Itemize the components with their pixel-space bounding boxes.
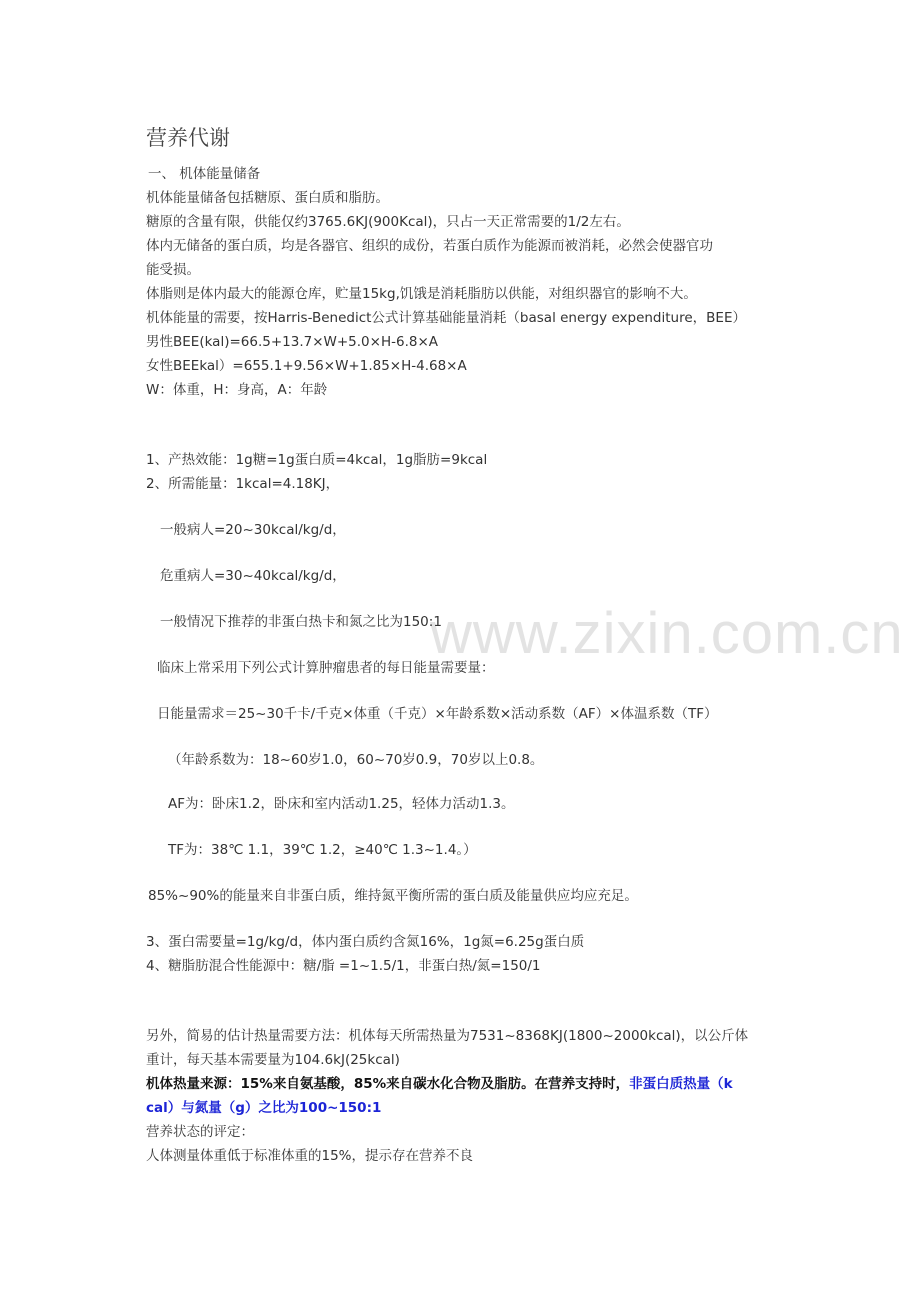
paragraph-line: 人体测量体重低于标准体重的15%，提示存在营养不良 [146,1148,474,1164]
indented-line: 一般病人=20~30kcal/kg/d， [160,522,346,538]
paragraph-line: 另外，简易的估计热量需要方法：机体每天所需热量为7531~8368KJ(1800~2000kcal)，以公斤体 [146,1028,749,1044]
highlight-text: 非蛋白质热量（k [629,1076,733,1092]
paragraph-line: 营养状态的评定： [146,1124,254,1140]
numbered-item: 4、糖脂肪混合性能源中：糖/脂 =1~1.5/1，非蛋白热/氮=150/1 [146,958,541,974]
formula-line: 女性BEEkal）=655.1+9.56×W+1.85×H-4.68×A [146,358,467,374]
indented-line: TF为：38℃ 1.1，39℃ 1.2，≥40℃ 1.3~1.4。） [168,842,477,858]
highlight-text: cal）与氮量（g）之比为100~150:1 [146,1100,382,1116]
paragraph-line: 机体能量的需要，按Harris-Benedict公式计算基础能量消耗（basal energy expenditure，BEE） [146,310,746,326]
paragraph-line: 体内无储备的蛋白质，均是各器官、组织的成份，若蛋白质作为能源而被消耗，必然会使器官功 [146,238,713,254]
page-title: 营养代谢 [146,126,230,150]
formula-line: 男性BEE(kal)=66.5+13.7×W+5.0×H-6.8×A [146,334,438,350]
paragraph-line: 能受损。 [146,262,200,278]
paragraph-line: 体脂则是体内最大的能源仓库，贮量15kg,饥饿是消耗脂肪以供能，对组织器官的影响不大。 [146,286,697,302]
numbered-item: 2、所需能量：1kcal=4.18KJ， [146,476,340,492]
watermark: www.zixin.com.cn [430,601,904,666]
bold-text: 机体热量来源：15%来自氨基酸，85%来自碳水化合物及脂肪。在营养支持时， [146,1076,630,1092]
indented-line: 一般情况下推荐的非蛋白热卡和氮之比为150:1 [160,614,442,630]
paragraph-line: 85%~90%的能量来自非蛋白质，维持氮平衡所需的蛋白质及能量供应均应充足。 [148,888,638,904]
paragraph-line: 机体能量储备包括糖原、蛋白质和脂肪。 [146,190,389,206]
indented-line: 临床上常采用下列公式计算肿瘤患者的每日能量需要量： [157,660,495,676]
indented-line: 日能量需求＝25~30千卡/千克×体重（千克）×年龄系数×活动系数（AF）×体温系数（TF） [157,706,718,722]
section-heading: 一、 机体能量储备 [148,166,261,182]
paragraph-line: W：体重，H：身高，A：年龄 [146,382,328,398]
indented-line: AF为：卧床1.2，卧床和室内活动1.25，轻体力活动1.3。 [168,796,515,812]
indented-line: 危重病人=30~40kcal/kg/d， [160,568,346,584]
emphasis-line [146,1072,733,1096]
paragraph-line: 重计，每天基本需要量为104.6kJ(25kcal) [146,1052,400,1068]
numbered-item: 1、产热效能：1g糖=1g蛋白质=4kcal，1g脂肪=9kcal [146,452,488,468]
indented-line: （年龄系数为：18~60岁1.0，60~70岁0.9，70岁以上0.8。 [168,752,544,768]
paragraph-line: 糖原的含量有限，供能仅约3765.6KJ(900Kcal)，只占一天正常需要的1/2左右。 [146,214,630,230]
numbered-item: 3、蛋白需要量=1g/kg/d，体内蛋白质约含氮16%，1g氮=6.25g蛋白质 [146,934,585,950]
